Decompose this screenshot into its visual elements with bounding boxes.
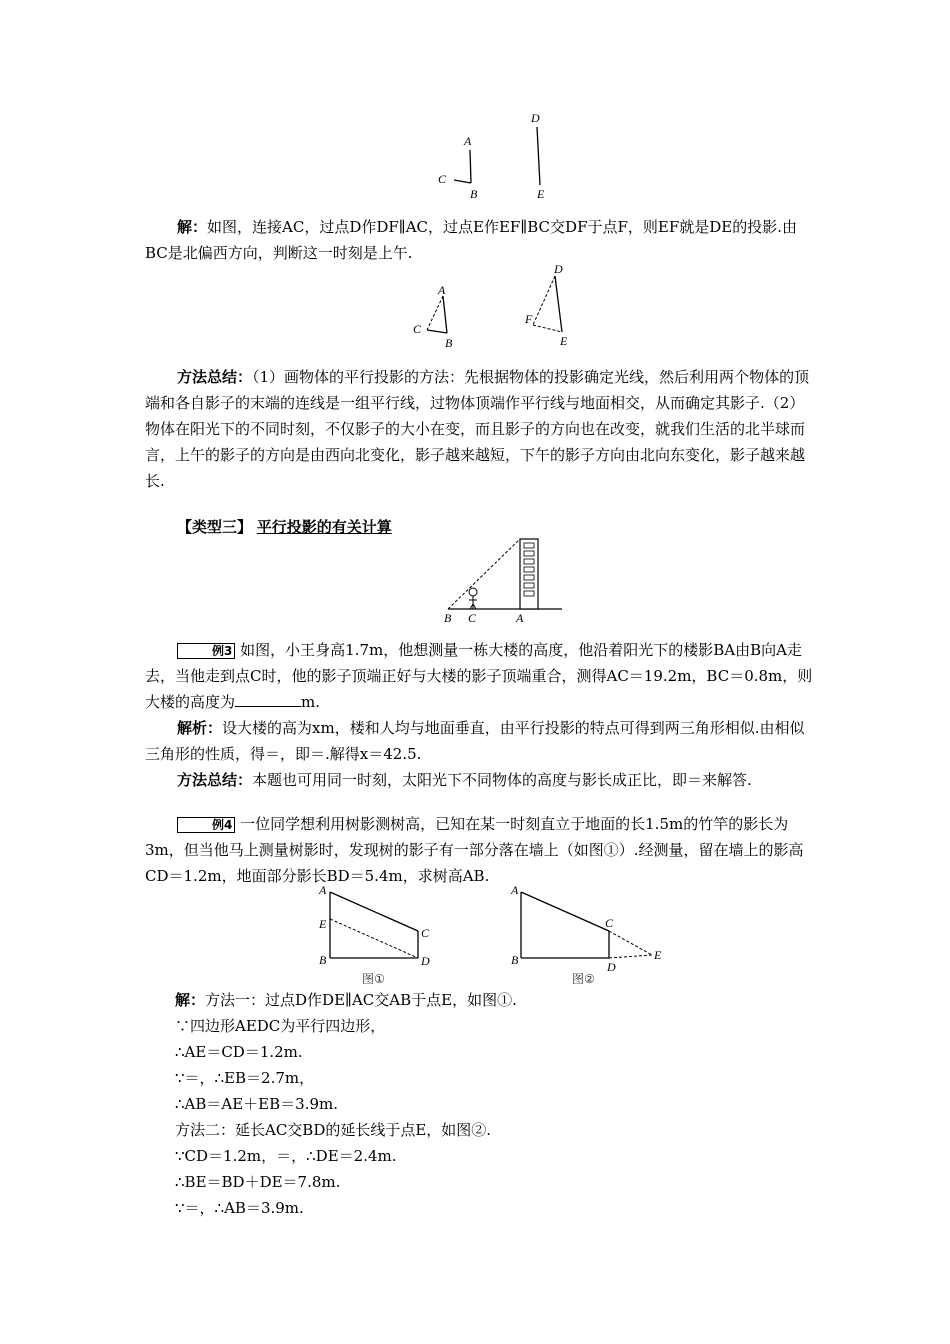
label-d: D [607, 960, 616, 974]
ray-ac [330, 892, 418, 931]
method-summary-example2 [145, 364, 815, 494]
example3-text: 如图，小王身高1.7m，他想测量一栋大楼的高度，他沿着阳光下的楼影BA由B向A走去，当他走到点C时，他的影子顶端正好与大楼的影子顶端重合，测得AC＝19.2m，BC＝0.8m，则大楼的高度为 [145, 641, 813, 711]
label-d: D [421, 954, 430, 968]
segment-ab [443, 296, 447, 333]
summary-label: 方法总结： [177, 771, 253, 789]
solution-line-text: 方法一：过点D作DE∥AC交AB于点E，如图①. [205, 991, 517, 1009]
solution-text: 如图，连接AC，过点D作DF∥AC，过点E作EF∥BC交DF于点F，则EF就是DE的投影.由BC是北偏西方向，判断这一时刻是上午. [145, 218, 797, 262]
example3-question [145, 637, 815, 715]
dashed-df [533, 276, 555, 325]
segment-de [555, 276, 562, 332]
solution-line: ∵＝，∴AB＝3.9m. [175, 1199, 304, 1217]
segment-de [537, 127, 540, 185]
example3-analysis [145, 715, 815, 767]
example4-question [145, 811, 815, 889]
solution-line: ∵四边形AEDC为平行四边形， [175, 1017, 386, 1035]
summary-text: （1）画物体的平行投影的方法：先根据物体的投影确定光线，然后利用两个物体的顶端和各自影子的末端的连线是一组平行线，过物体顶端作平行线与地面相交，从而确定其影子.（2）物体在阳光下的不同时刻，不仅影子的大小在变，而且影子的方向也在改变，就我们生活的北半球而言，上午的影子的方向是由西向北变化，影子越来越短，下午的影子方向由北向东变化，影子越来越长. [145, 368, 810, 490]
figure-caption: 图② [572, 972, 595, 986]
solution-line [175, 987, 815, 1013]
figure-solution-projection [405, 258, 580, 353]
label-a: A [319, 883, 327, 897]
solution-line: ∵CD＝1.2m，＝，∴DE＝2.4m. [175, 1147, 397, 1165]
example4-solution [175, 987, 815, 1221]
label-e: E [560, 334, 568, 348]
label-c: C [413, 322, 422, 336]
analysis-label: 解析： [177, 719, 223, 737]
dashed-ce [609, 931, 652, 955]
label-b: B [445, 336, 453, 350]
label-a: A [516, 611, 524, 625]
answer-blank [235, 692, 301, 707]
building [520, 539, 538, 609]
type3-bracket: 【类型三】 [177, 518, 253, 536]
figure-building-shadow [440, 534, 570, 629]
solution-line: ∵＝，∴EB＝2.7m， [175, 1069, 315, 1087]
solution-line: ∴AB＝AE＋EB＝3.9m. [175, 1095, 339, 1113]
summary-text: 本题也可用同一时刻，太阳光下不同物体的高度与影长成正比，即＝来解答. [252, 771, 752, 789]
segment-bc [454, 180, 471, 183]
example3-summary [145, 767, 815, 793]
segment-bc [427, 330, 447, 333]
example3-text-end: m. [301, 693, 321, 711]
label-e: E [319, 917, 327, 931]
figure-tree-shadow-2 [508, 882, 673, 990]
dashed-ac [427, 296, 443, 330]
solution-line: ∴AE＝CD＝1.2m. [175, 1043, 303, 1061]
label-c: C [605, 916, 614, 930]
example4-text: 一位同学想利用树影测树高，已知在某一时刻直立于地面的长1.5m的竹竿的影长为3m，但当他马上测量树影时，发现树的影子有一部分落在墙上（如图①）.经测量，留在墙上的影高CD＝1.2m，地面部分影长BD＝5.4m，求树高AB. [145, 815, 804, 885]
segment-ab [470, 150, 471, 183]
label-b: B [444, 611, 452, 625]
solution-line: ∴BE＝BD＋DE＝7.8m. [175, 1173, 341, 1191]
solution-label: 解： [177, 218, 208, 236]
dashed-de [609, 955, 652, 958]
sun-ray-dashed [448, 539, 520, 609]
solution-line: 方法二：延长AC交BD的延长线于点E，如图②. [175, 1121, 492, 1139]
person-icon [469, 588, 477, 609]
dashed-fe [533, 325, 562, 332]
type3-title: 平行投影的有关计算 [256, 518, 392, 536]
label-a: A [438, 283, 446, 297]
figure-caption: 图① [362, 972, 385, 986]
label-c: C [421, 926, 430, 940]
solution-label: 解： [175, 991, 206, 1009]
label-e: E [654, 948, 662, 962]
label-c: C [468, 611, 477, 625]
figure-tree-shadow-1 [315, 882, 445, 990]
figure-sun-shadow-problem [430, 110, 560, 205]
analysis-text: 设大楼的高为xm，楼和人均与地面垂直，由平行投影的特点可得到两三角形相似.由相似三角形的性质，得＝，即＝.解得x＝42.5. [145, 719, 805, 763]
label-d: D [554, 262, 563, 276]
label-e: E [537, 187, 545, 201]
label-f: F [525, 312, 533, 326]
summary-label: 方法总结： [177, 368, 253, 386]
example4-badge: 例4 [177, 817, 235, 833]
label-c: C [438, 172, 447, 186]
label-a: A [464, 134, 472, 148]
label-d: D [531, 111, 540, 125]
label-b: B [319, 953, 327, 967]
example3-badge: 例3 [177, 643, 235, 659]
label-b: B [470, 187, 478, 201]
label-a: A [511, 883, 519, 897]
ray-ac [521, 892, 609, 931]
label-b: B [511, 953, 519, 967]
